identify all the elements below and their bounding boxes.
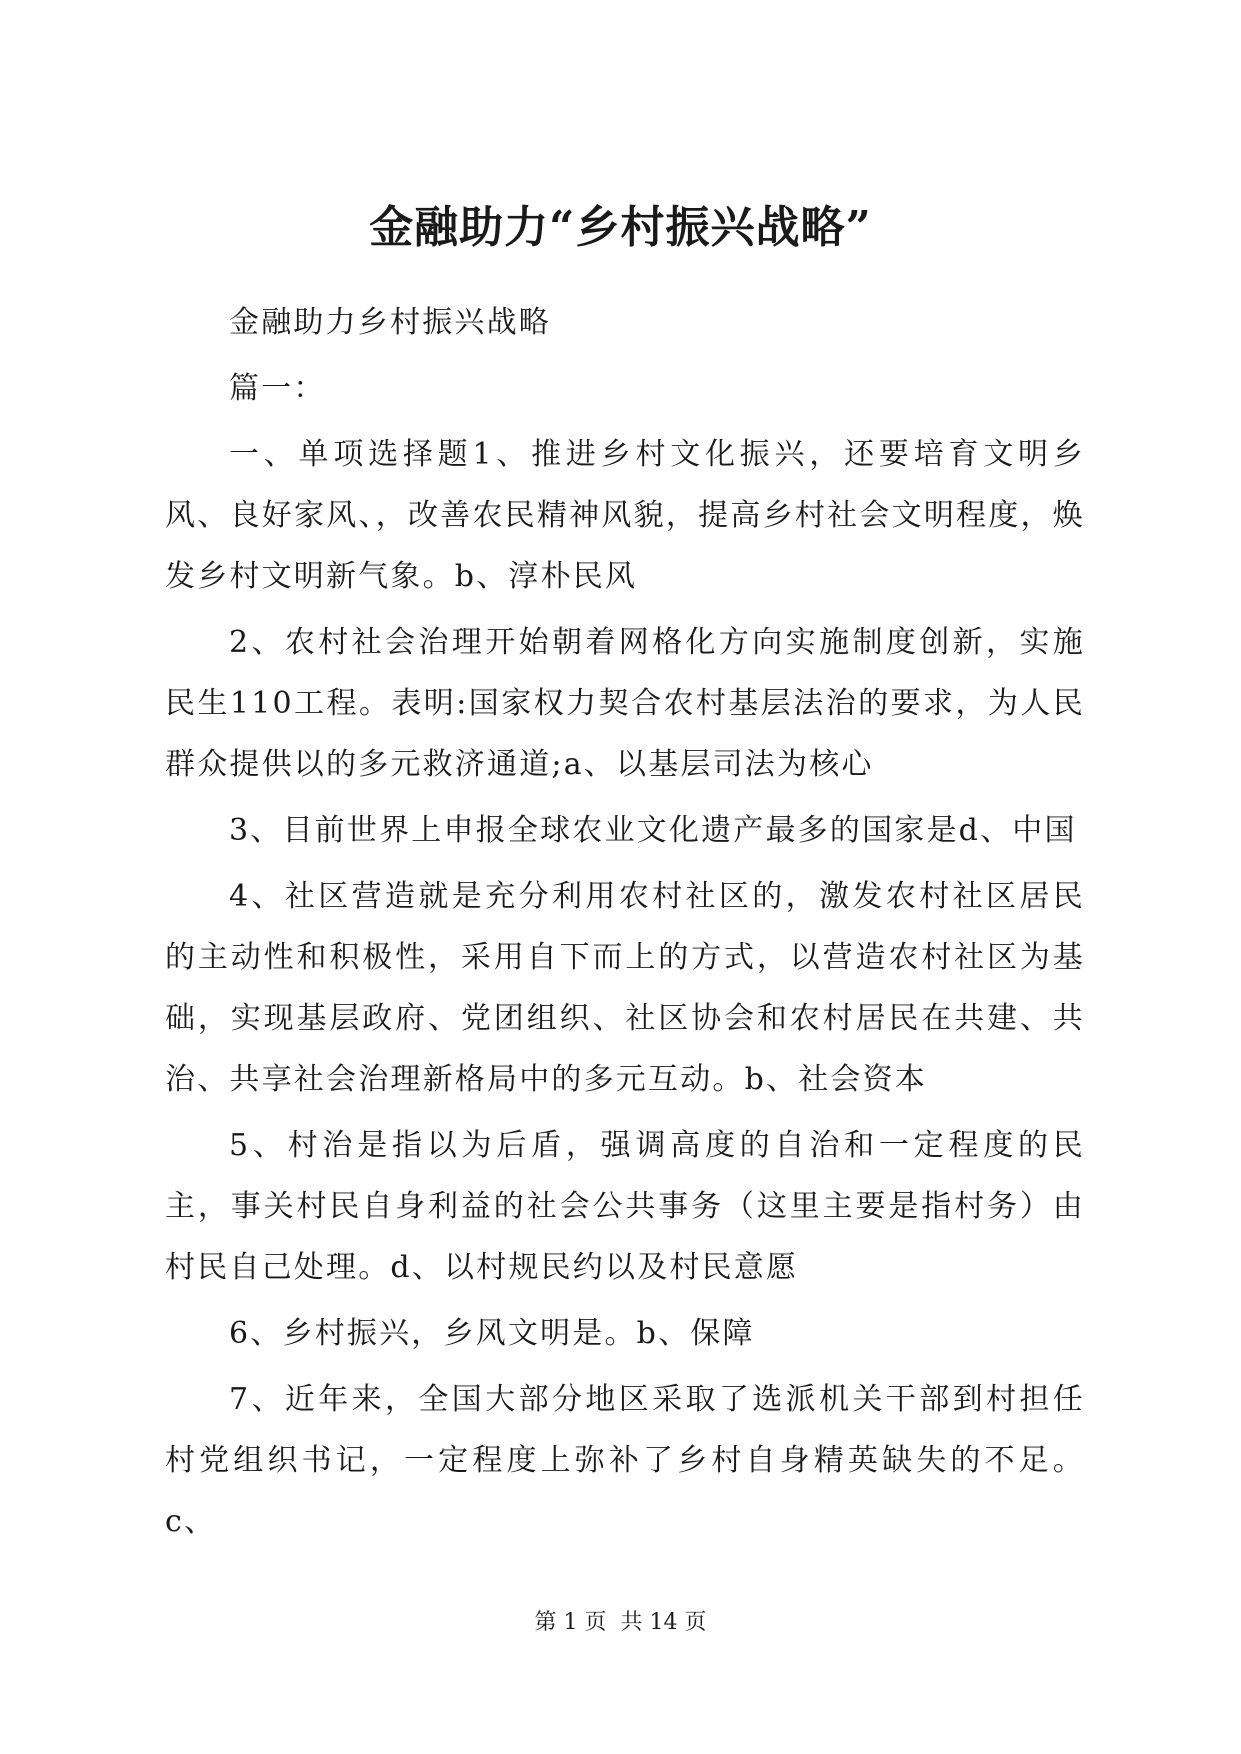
page-number-label: 第 1 页 共 14 页 [534,1610,707,1635]
paragraph-question-3: 3、目前世界上申报全球农业文化遗产最多的国家是d、中国 [229,813,1077,848]
document-body [165,292,1085,1557]
paragraph-question-7: 7、近年来，全国大部分地区采取了选派机关干部到村担任村党组织书记，一定程度上弥补了乡村自身精英缺失的不足。c、 [165,1382,1085,1539]
paragraph-section-label: 篇一： [229,371,326,406]
paragraph-question-6: 6、乡村振兴，乡风文明是。b、保障 [229,1316,755,1351]
paragraph-question-1: 一、单项选择题1、推进乡村文化振兴，还要培育文明乡风、良好家风、，改善农民精神风貌，提高乡村社会文明程度，焕发乡村文明新气象。b、淳朴民风 [165,437,1085,594]
document-title: 金融助力“乡村振兴战略” [369,202,872,253]
paragraph-question-4: 4、社区营造就是充分利用农村社区的，激发农村社区居民的主动性和积极性，采用自下而上的方式，以营造农村社区为基础，实现基层政府、党团组织、社区协会和农村居民在共建、共治、共享社会治理新格局中的多元互动。b、社会资本 [165,879,1085,1097]
page-footer [0,1608,1241,1638]
paragraph-question-2: 2、农村社会治理开始朝着网格化方向实施制度创新，实施民生110工程。表明:国家权力契合农村基层法治的要求，为人民群众提供以的多元救济通道;a、以基层司法为核心 [165,625,1085,782]
paragraph-question-5: 5、村治是指以为后盾，强调高度的自治和一定程度的民主，事关村民自身利益的社会公共事务（这里主要是指村务）由村民自己处理。d、以村规民约以及村民意愿 [165,1128,1085,1285]
paragraph-subtitle: 金融助力乡村振兴战略 [229,305,551,340]
